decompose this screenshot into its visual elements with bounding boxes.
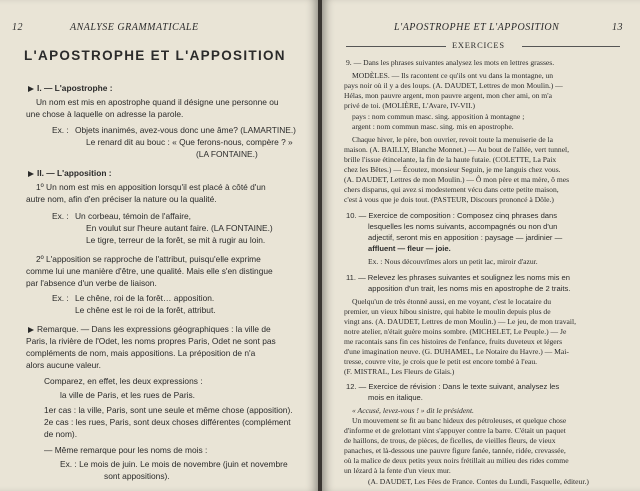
exercise-line: Un mouvement se fit au banc hideux des pétroleuses, et quelque chose (352, 416, 567, 425)
remarque-line: alors aucune valeur. (26, 360, 101, 370)
exercise-line: premier, un vieux hibou sinistre, qui habite le moulin depuis plus de (344, 307, 551, 316)
page-number: 12 (12, 22, 23, 33)
remarque-line: de nom). (44, 429, 78, 439)
remarque-line: 2e cas : les rues, Paris, sont deux choses différentes (complément (44, 417, 291, 427)
exercise-line: vingt ans. (A. DAUDET, Lettres de mon Moulin.) — Le jeu, de mon travail, (344, 317, 577, 326)
exercise-line: apposition d'un trait, les noms mis en apostrophe de 2 traits. (368, 284, 571, 293)
exercise-line: un lézard à la fente d'un vieux mur. (344, 466, 451, 475)
exercise-line: Ex. : Nous découvrîmes alors un petit lac, miroir d'azur. (368, 257, 538, 266)
running-header: L'APOSTROPHE ET L'APPOSITION (394, 22, 560, 33)
exercise-line: Hélas, mon pauvre argent, mon pauvre argent, mon cher ami, on m'a (344, 91, 552, 100)
triangle-bullet-icon (28, 327, 34, 333)
citation: (A. DAUDET, Les Fées de France. Contes du Lundi, Fasquelle, éditeur.) (368, 477, 589, 486)
exercise-line: argent : nom commun masc. sing. mis en apostrophe. (352, 122, 514, 131)
section-heading-apostrophe: I. — L'apostrophe : (28, 83, 113, 94)
exercise-line: d'informe et de grelottant vint s'appuyer contre la barre. C'était un paquet (344, 426, 566, 435)
exercise-line: chers disparus, qui avez si modestement vécu dans cette petite maison, (344, 185, 559, 194)
remarque-line: sont appositions). (104, 471, 170, 481)
remarque-line: Comparez, en effet, les deux expressions : (44, 376, 203, 386)
exercise-line: panaches, et là-dessous une pauvre figure fanée, tannée, ridée, crevassée, (344, 446, 566, 455)
example-label: Ex. : (52, 293, 69, 303)
definition-line: Un nom est mis en apostrophe quand il désigne une personne ou (36, 97, 279, 107)
definition-line: 1º Un nom est mis en apposition lorsqu'il est placé à côté d'un (36, 182, 266, 192)
definition-line: une chose à laquelle on adresse la parole. (26, 109, 184, 119)
exercise-line: brille l'issue étincelante, la fin de la haute futaie. (COLETTE, La Paix (344, 155, 557, 164)
exercise-line: 9. — Dans les phrases suivantes analysez les mots en lettres grasses. (346, 58, 555, 67)
example-line: Le tigre, terreur de la forêt, se mit à rugir au loin. (86, 235, 266, 245)
remarque-line: la ville de Paris, et les rues de Paris. (60, 390, 195, 400)
divider (346, 46, 446, 47)
page-title: L'APOSTROPHE ET L'APPOSITION (24, 48, 286, 63)
exercise-line: mois en italique. (368, 393, 423, 402)
exercise-line: 11. — Relevez les phrases suivantes et soulignez les noms mis en (346, 273, 570, 282)
exercise-line: notre atelier, n'était guère moins sombre. (MICHELET, Le Peuple.) — Je (344, 327, 567, 336)
remarque-line: Ex. : Le mois de juin. Le mois de novembre (juin et novembre (60, 459, 288, 469)
exercise-line: affluent — fleur — joie. (368, 244, 451, 253)
remarque-line: — Même remarque pour les noms de mois : (44, 445, 208, 455)
paragraph-line: 2º L'apposition se rapproche de l'attribut, puisqu'elle exprime (36, 254, 261, 264)
example-label: Ex. : (52, 211, 69, 221)
paragraph-line: par l'absence d'un verbe de liaison. (26, 278, 157, 288)
exercise-line: 12. — Exercice de révision : Dans le texte suivant, analysez les (346, 382, 560, 391)
citation: (LA FONTAINE.) (196, 149, 258, 159)
divider (522, 46, 620, 47)
exercise-line: pays noir où il y a des loups. (A. DAUDET, Lettres de mon Moulin.) — (344, 81, 563, 90)
exercise-line: adjectif, seront mis en apposition : paysage — jardinier — (368, 233, 563, 242)
remarque-line: Remarque. — Dans les expressions géographiques : la ville de (28, 324, 271, 335)
exercise-line: c'est à vous que je dois tout. (PASTEUR, Discours prononcé à Dôle.) (344, 195, 554, 204)
remarque-line: 1er cas : la ville, Paris, sont une seule et même chose (apposition). (44, 405, 293, 415)
triangle-bullet-icon (28, 86, 34, 92)
paragraph-line: comme lui une manière d'être, une qualité. Mais elle s'en distingue (26, 266, 273, 276)
exercise-line: 10. — Exercice de composition : Composez cinq phrases dans (346, 211, 558, 220)
right-page (322, 0, 640, 491)
exercise-line: (A. DAUDET, Lettres de mon Moulin.) — Ô mon père et ma mère, ô mes (344, 175, 570, 184)
example-line: Le chêne, roi de la forêt… apposition. (75, 293, 215, 303)
running-header: ANALYSE GRAMMATICALE (70, 22, 199, 33)
exercise-line: Chaque hiver, le père, bon ouvrier, revoit toute la menuiserie de la (352, 135, 553, 144)
triangle-bullet-icon (28, 171, 34, 177)
section-heading-apposition: II. — L'apposition : (28, 168, 112, 179)
exercise-line: me racontais sans fin ces histoires de l'enfance, fruits duveteux et légers (344, 337, 563, 346)
example-line: Objets inanimés, avez-vous donc une âme? (LAMARTINE.) (75, 125, 296, 135)
exercise-line: tresse, couvre vite, je crois que le petit est encore tombé à l'eau. (344, 357, 538, 366)
exercise-line: où la malice de deux petits yeux noirs frétillait au milieu des rides comme (344, 456, 569, 465)
exercise-line: pays : nom commun masc. sing. apposition à montagne ; (352, 112, 525, 121)
left-page (0, 0, 318, 491)
example-line: Un corbeau, témoin de l'affaire, (75, 211, 191, 221)
exercise-line: chez les Bêtes.) — Écoutez, monsieur Seguin, je me languis chez vous. (344, 165, 561, 174)
remarque-line: compléments de nom, mais appositions. La préposition de n'a (26, 348, 256, 358)
exercise-line: de haillons, de trous, de pièces, de ficelles, de vieilles fleurs, de vieux (344, 436, 556, 445)
exercise-line: MODÈLES. — Ils racontent ce qu'ils ont vu dans la montagne, un (352, 71, 554, 80)
page-number: 13 (612, 22, 623, 33)
exercise-line: privé de toi. (MOLIÈRE, L'Avare, IV-VII.) (344, 101, 476, 110)
example-line: Le chêne est le roi de la forêt, attribut. (75, 305, 216, 315)
exercices-heading: EXERCICES (452, 41, 505, 50)
remarque-line: Paris, la rivière de l'Odet, les noms propres Paris, Odet ne sont pas (26, 336, 276, 346)
exercise-line: d'une imagination neuve. (G. DUHAMEL, Le Notaire du Havre.) — Mai- (344, 347, 569, 356)
example-label: Ex. : (52, 125, 69, 135)
example-line: Le renard dit au bouc : « Que ferons-nous, compère ? » (86, 137, 293, 147)
exercise-line: (F. MISTRAL, Les Fleurs de Glais.) (344, 367, 455, 376)
exercise-line: « Accusé, levez-vous ! » dit le président. (352, 406, 474, 415)
definition-line: autre nom, afin d'en préciser la nature ou la qualité. (26, 194, 217, 204)
exercise-line: maison. (A. BAILLY, Blanche Monnet.) — Au bout de l'allée, vert tunnel, (344, 145, 570, 154)
exercise-line: lesquelles les noms suivants, accompagnés ou non d'un (368, 222, 558, 231)
example-line: En voulut sur l'heure autant faire. (LA FONTAINE.) (86, 223, 273, 233)
exercise-line: Quelqu'un de très étonné aussi, en me voyant, c'est le locataire du (352, 297, 552, 306)
